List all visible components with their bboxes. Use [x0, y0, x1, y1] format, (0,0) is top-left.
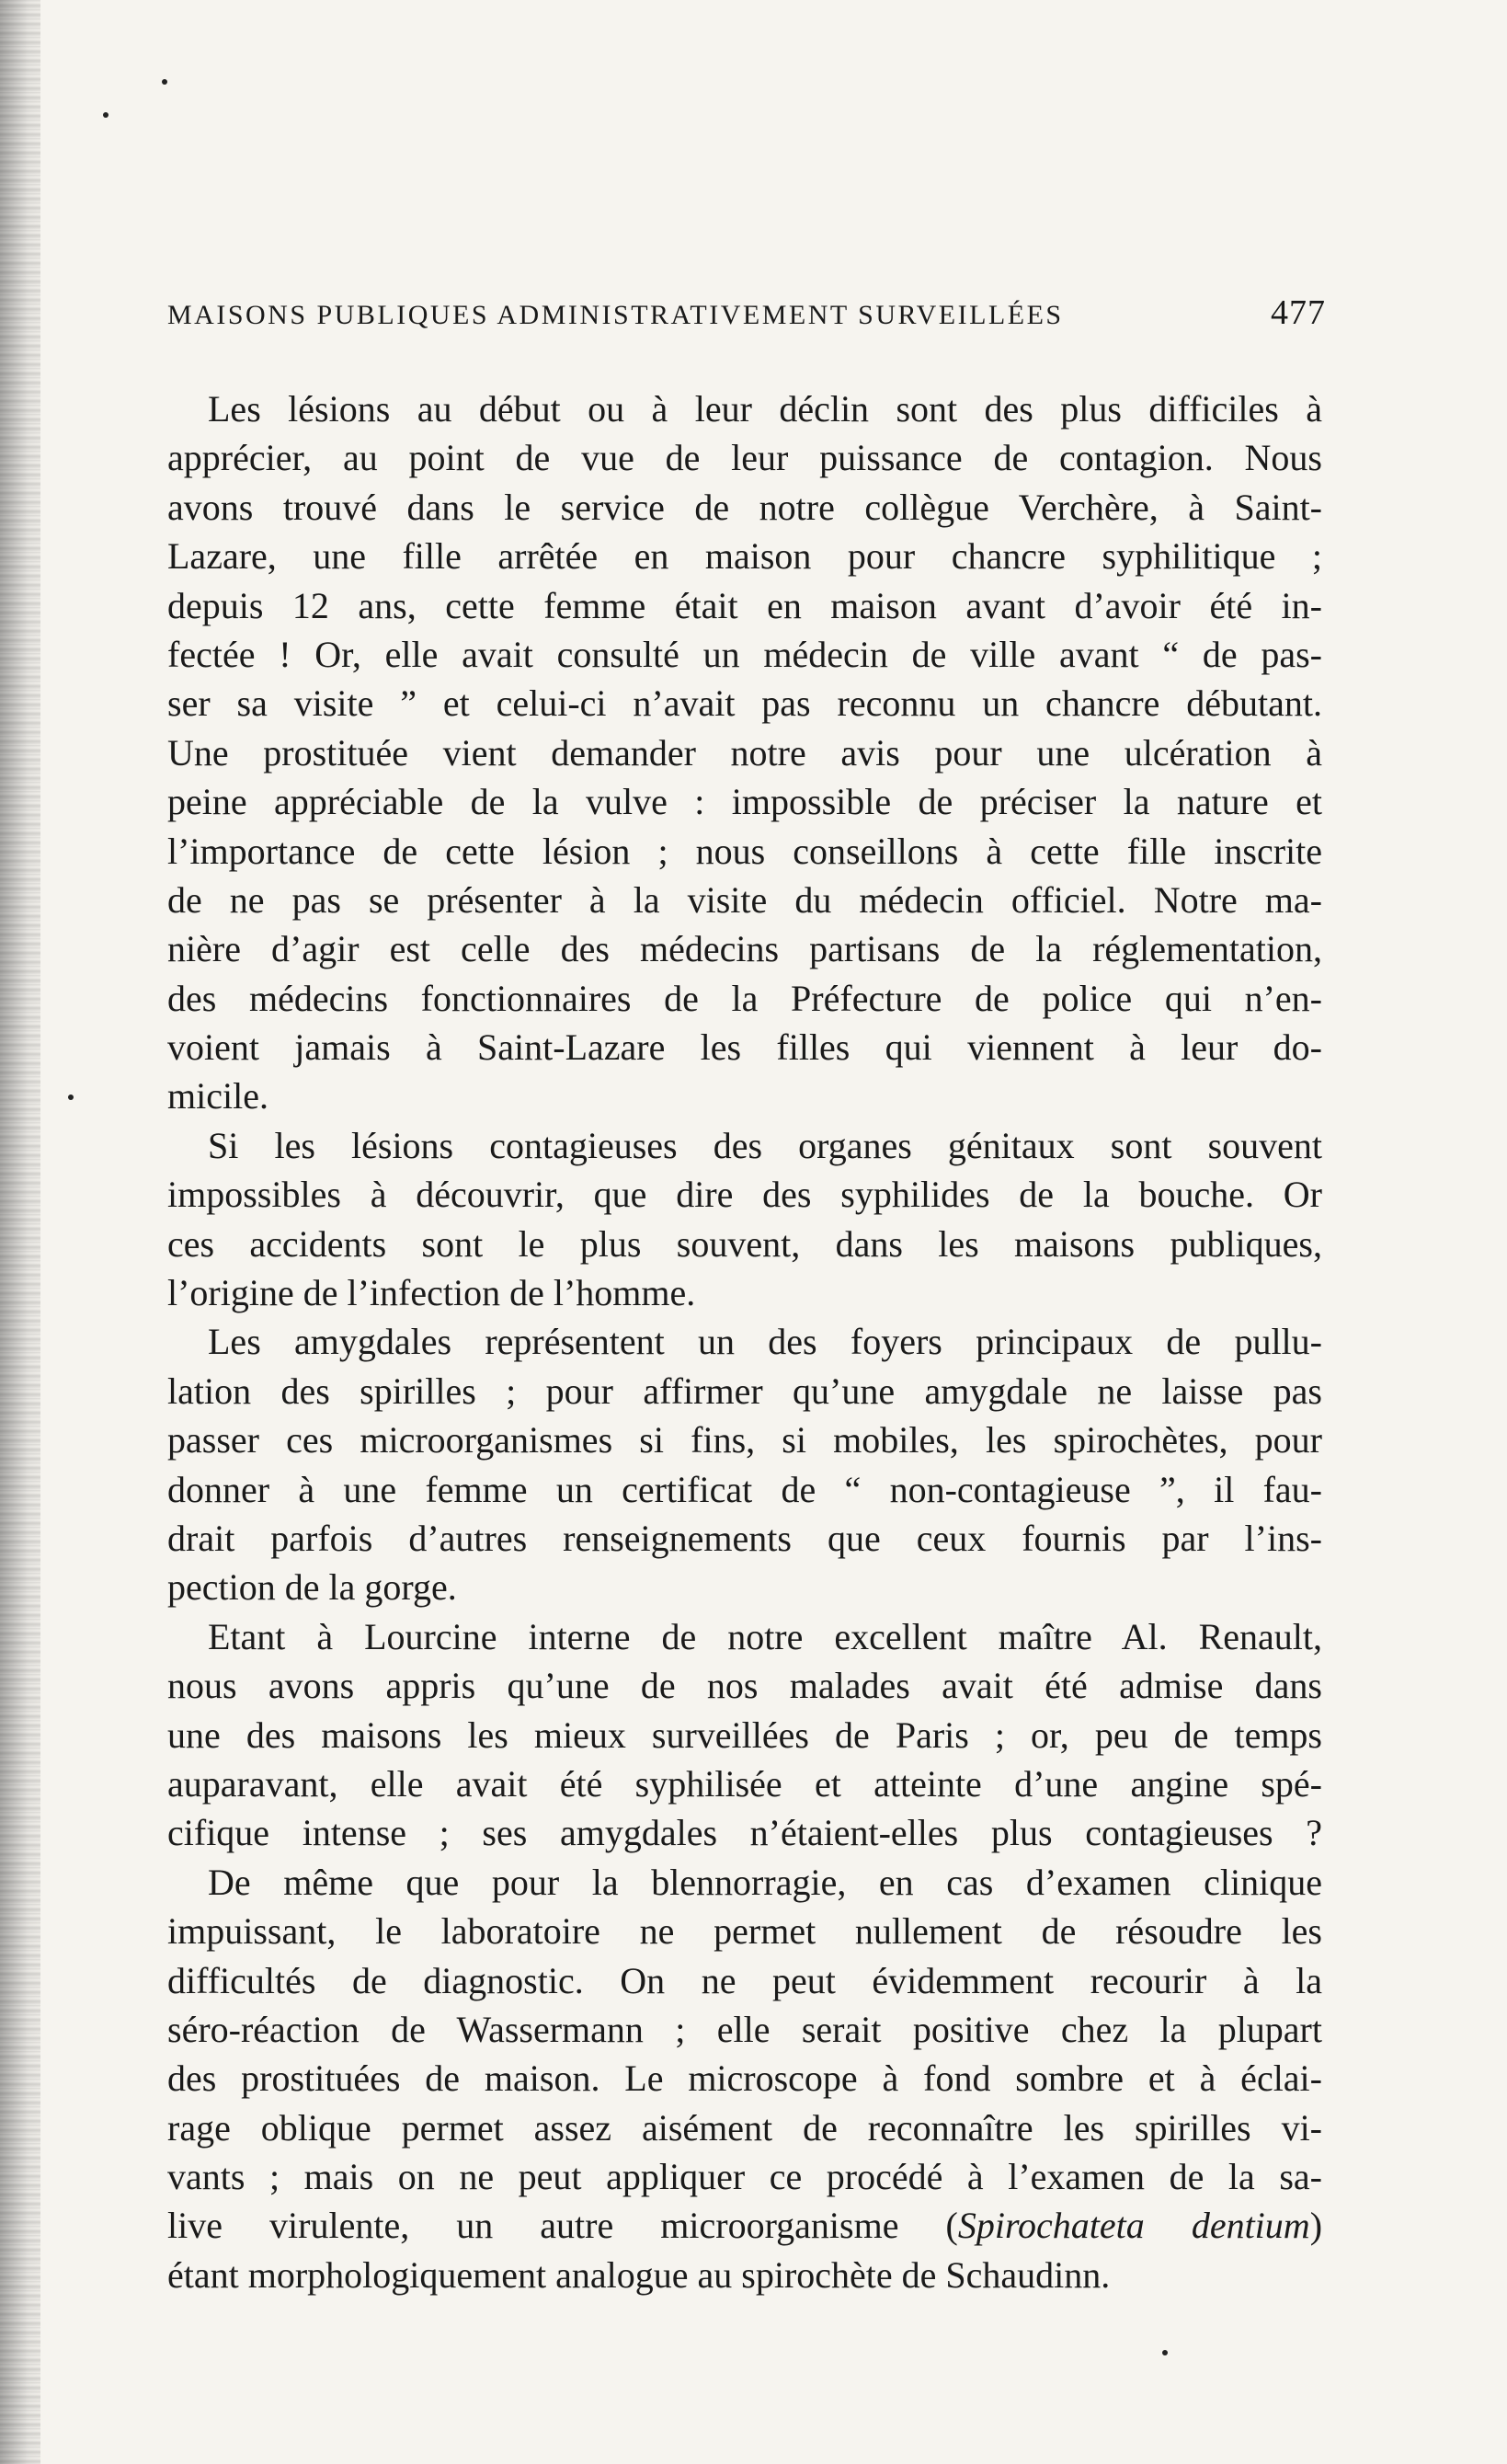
text-line: Une prostituée vient demander notre avis pour une ulcération à	[167, 731, 1322, 774]
text-line: des prostituées de maison. Le microscope à fond sombre et à éclai-	[167, 2057, 1322, 2100]
text-line: Si les lésions contagieuses des organes génitaux sont souvent	[208, 1124, 1322, 1166]
text-line: donner à une femme un certificat de “ non-contagieuse ”, il fau-	[167, 1468, 1322, 1510]
species-name: Spirochateta dentium	[957, 2205, 1310, 2247]
text-line: De même que pour la blennorragie, en cas d’examen clinique	[208, 1861, 1322, 1903]
text-line: avons trouvé dans le service de notre collègue Verchère, à Saint-	[167, 486, 1322, 528]
page-number: 477	[1271, 293, 1326, 332]
scan-edge-shadow	[0, 0, 40, 2464]
text-line: voient jamais à Saint-Lazare les filles qui viennent à leur do-	[167, 1026, 1322, 1069]
text-line: l’importance de cette lésion ; nous conseillons à cette fille inscrite	[167, 830, 1322, 872]
text-line: des médecins fonctionnaires de la Préfecture de police qui n’en-	[167, 977, 1322, 1019]
text-line: Etant à Lourcine interne de notre excellent maître Al. Renault,	[208, 1615, 1322, 1657]
text-line: impuissant, le laboratoire ne permet nullement de résoudre les	[167, 1910, 1322, 1953]
scan-speck	[162, 79, 167, 85]
text-line: live virulente, un autre microorganisme (Spirochateta dentium)	[167, 2205, 1323, 2247]
text-line: l’origine de l’infection de l’homme.	[167, 1272, 696, 1314]
text-line: Les amygdales représentent un des foyers principaux de pullu-	[208, 1321, 1322, 1363]
text-line: vants ; mais on ne peut appliquer ce procédé à l’examen de la sa-	[167, 2156, 1322, 2198]
text-line: cifique intense ; ses amygdales n’étaient-elles plus contagieuses ?	[167, 1812, 1322, 1854]
text-line: apprécier, au point de vue de leur puissance de contagion. Nous	[167, 437, 1322, 479]
text-line: drait parfois d’autres renseignements que ceux fournis par l’ins-	[167, 1517, 1322, 1559]
scan-speck	[103, 112, 108, 118]
text-line: impossibles à découvrir, que dire des syphilides de la bouche. Or	[167, 1174, 1322, 1216]
page-header	[167, 292, 1326, 333]
text-line: fectée ! Or, elle avait consulté un médecin de ville avant “ de pas-	[167, 633, 1322, 675]
text-line: auparavant, elle avait été syphilisée et atteinte d’une angine spé-	[167, 1762, 1322, 1805]
text-line: de ne pas se présenter à la visite du médecin officiel. Notre ma-	[167, 878, 1322, 921]
text-line: rage oblique permet assez aisément de reconnaître les spirilles vi-	[167, 2106, 1322, 2149]
body-text	[167, 384, 1322, 2299]
text-line: étant morphologiquement analogue au spirochète de Schaudinn.	[167, 2253, 1111, 2296]
text-line: séro-réaction de Wassermann ; elle serait positive chez la plupart	[167, 2008, 1322, 2050]
text-line: nière d’agir est celle des médecins partisans de la réglementation,	[167, 928, 1322, 970]
text-line: passer ces microorganismes si fins, si mobiles, les spirochètes, pour	[167, 1419, 1322, 1461]
scan-speck	[1162, 2350, 1168, 2355]
text-line: pection de la gorge.	[167, 1566, 457, 1609]
scan-speck	[68, 1094, 74, 1100]
running-title: MAISONS PUBLIQUES ADMINISTRATIVEMENT SURVEILLÉES	[167, 300, 1064, 330]
text-line: ces accidents sont le plus souvent, dans les maisons publiques,	[167, 1222, 1322, 1265]
text-line: ser sa visite ” et celui-ci n’avait pas reconnu un chancre débutant.	[167, 682, 1322, 725]
text-line: Lazare, une fille arrêtée en maison pour chancre syphilitique ;	[167, 535, 1322, 578]
text-line: nous avons appris qu’une de nos malades avait été admise dans	[167, 1665, 1322, 1707]
text-line: micile.	[167, 1075, 268, 1117]
text-line: depuis 12 ans, cette femme était en maison avant d’avoir été in-	[167, 584, 1322, 626]
text-line: peine appréciable de la vulve : impossible de préciser la nature et	[167, 781, 1322, 823]
text-line: difficultés de diagnostic. On ne peut évidemment recourir à la	[167, 1959, 1322, 2001]
text-line: lation des spirilles ; pour affirmer qu’une amygdale ne laisse pas	[167, 1370, 1322, 1412]
text-line: Les lésions au début ou à leur déclin sont des plus difficiles à	[208, 388, 1322, 430]
text-line: une des maisons les mieux surveillées de Paris ; or, peu de temps	[167, 1713, 1322, 1756]
